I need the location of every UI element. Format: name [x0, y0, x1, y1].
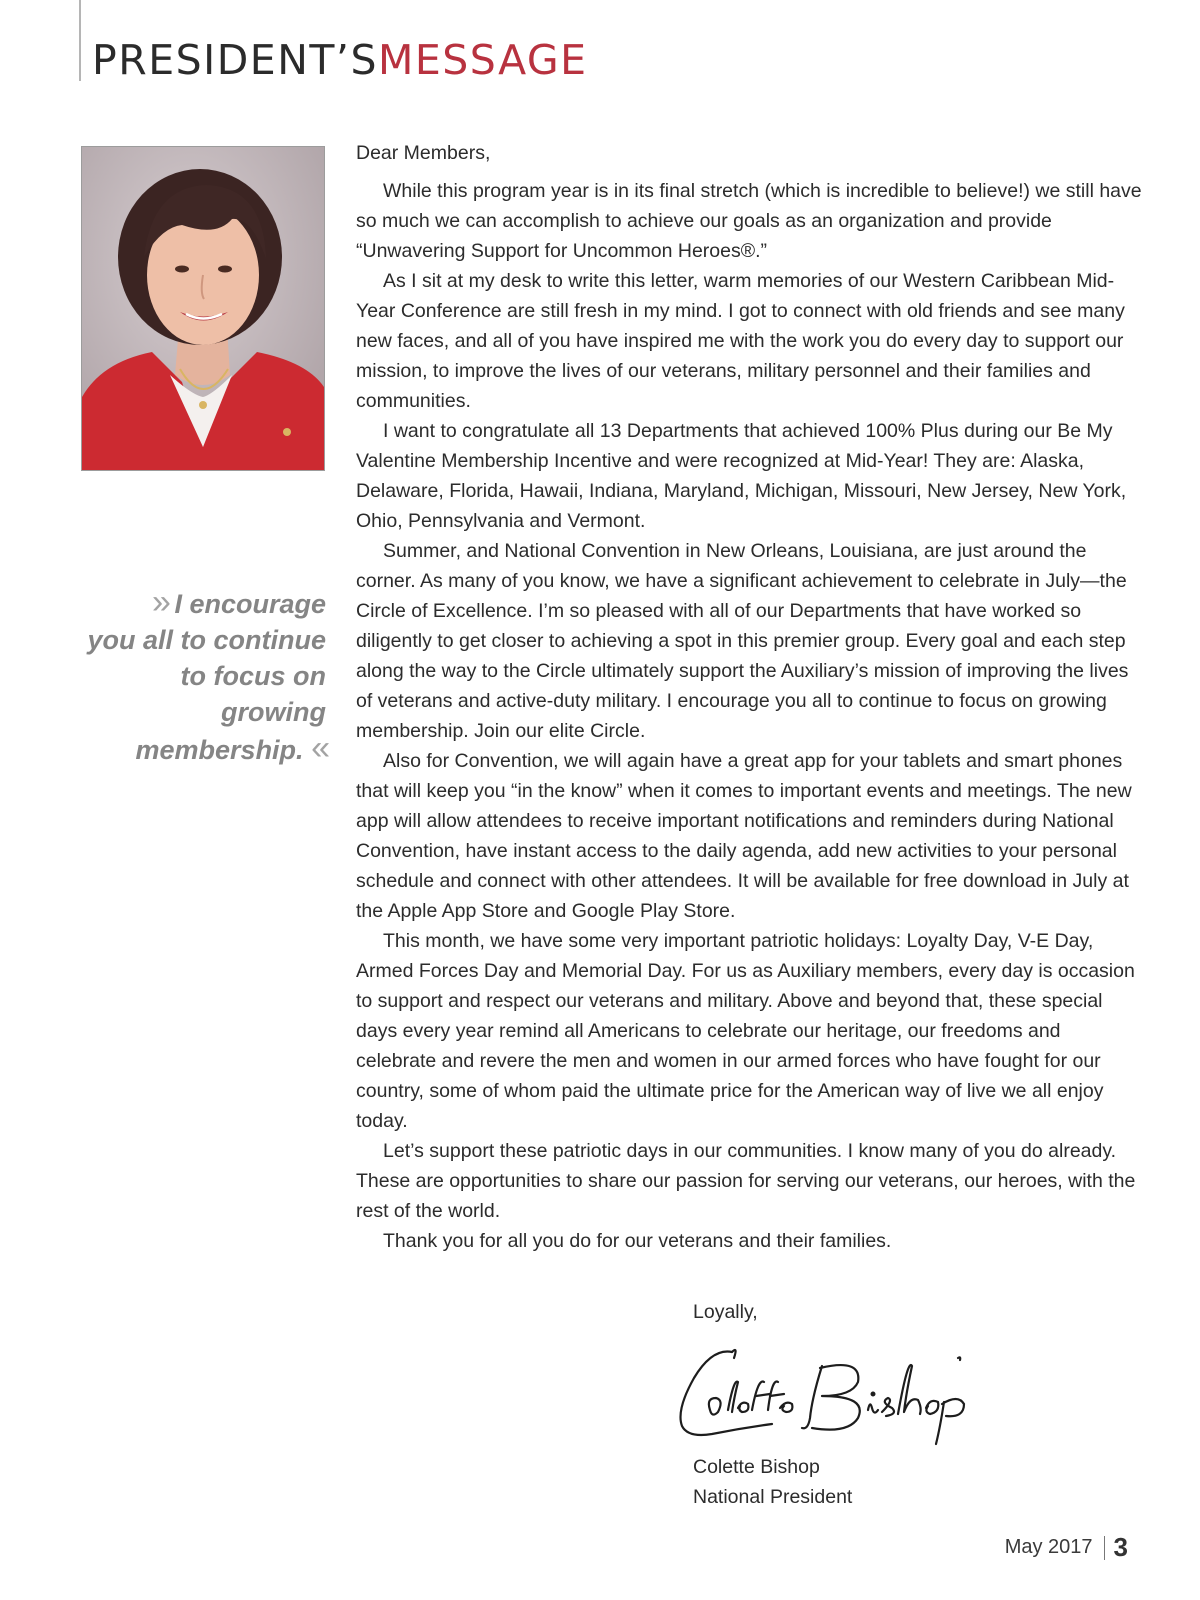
issue-date: May 2017	[1004, 1536, 1093, 1558]
letter-paragraph: As I sit at my desk to write this letter, warm memories of our Western Caribbean Mid-Year Conference are still fresh in my mind. I got to connect with old friends and see many new faces, and all of you have inspired me with the work you do every day to support our mission, to improve the lives of our veterans, military personnel and their families and communities.	[356, 270, 1125, 412]
president-photo	[81, 146, 325, 471]
salutation: Dear Members,	[356, 142, 491, 164]
header-rule	[79, 0, 81, 81]
pull-quote	[70, 584, 326, 768]
pull-quote-line-1	[70, 584, 326, 622]
letter-body	[356, 138, 1146, 1256]
footer-divider	[1104, 1536, 1105, 1560]
pull-quote-line-4	[70, 730, 326, 768]
double-chevron-left-icon: «	[311, 729, 326, 767]
closing: Loyally,	[693, 1301, 758, 1323]
double-chevron-right-icon: »	[152, 583, 167, 621]
letter-paragraph: Thank you for all you do for our veterans and their families.	[383, 1230, 892, 1252]
signer-title: National President	[693, 1486, 853, 1508]
pull-quote-line-2: you all to continue	[87, 625, 326, 655]
page-title	[92, 36, 588, 84]
letter-paragraph: Summer, and National Convention in New Orleans, Louisiana, are just around the corner. As many of you know, we have a significant achievement to celebrate in July—the Circle of Excellence. I’m so pleased with all of our Departments that have worked so diligently to get closer to achieving a spot in this premier group. Every goal and each step along the way to the Circle ultimately support the Auxiliary’s mission of improving the lives of veterans and active-duty military. I encourage you all to continue to focus on growing membership. Join our elite Circle.	[356, 540, 1129, 742]
page-footer	[1005, 1532, 1128, 1563]
letter-paragraph: This month, we have some very important patriotic holidays: Loyalty Day, V-E Day, Armed Forces Day and Memorial Day. For us as Auxiliary members, every day is occasion to support and respect our veterans and military. Above and beyond that, these special days every year remind all Americans to celebrate our heritage, our freedoms and celebrate and revere the men and women in our armed forces who have fought for our country, some of whom paid the ultimate price for the American way of live we all enjoy today.	[356, 930, 1135, 1132]
signature	[672, 1338, 982, 1448]
letter-paragraph: Also for Convention, we will again have a great app for your tablets and smart phones that will keep you “in the know” when it comes to important events and meetings. The new app will allow attendees to receive important notifications and reminders during National Convention, have instant access to the daily agenda, add new activities to your personal schedule and connect with other attendees. It will be available for free download in July at the Apple App Store and Google Play Store.	[356, 750, 1132, 922]
signer-block	[693, 1452, 852, 1512]
page-number: 3	[1113, 1532, 1128, 1562]
signer-name: Colette Bishop	[693, 1456, 820, 1478]
page-title-president: PRESIDENT’S	[92, 36, 378, 84]
page-title-message: MESSAGE	[377, 36, 588, 84]
pull-quote-text-1: I encourage	[174, 589, 326, 619]
letter-paragraph: While this program year is in its final stretch (which is incredible to believe!) we still have so much we can accomplish to achieve our goals as an organization and provide “Unwavering Support for Uncommon Heroes®.”	[356, 180, 1142, 262]
letter-paragraph: I want to congratulate all 13 Departments that achieved 100% Plus during our Be My Valentine Membership Incentive and were recognized at Mid-Year! They are: Alaska, Delaware, Florida, Hawaii, Indiana, Maryland, Michigan, Missouri, New Jersey, New York, Ohio, Pennsylvania and Vermont.	[356, 420, 1127, 532]
letter-paragraph: Let’s support these patriotic days in our communities. I know many of you do already. These are opportunities to share our passion for serving our veterans, our heroes, with the rest of the world.	[356, 1140, 1136, 1222]
pull-quote-line-3: to focus on growing	[180, 661, 326, 727]
pull-quote-text-4: membership.	[135, 735, 304, 765]
